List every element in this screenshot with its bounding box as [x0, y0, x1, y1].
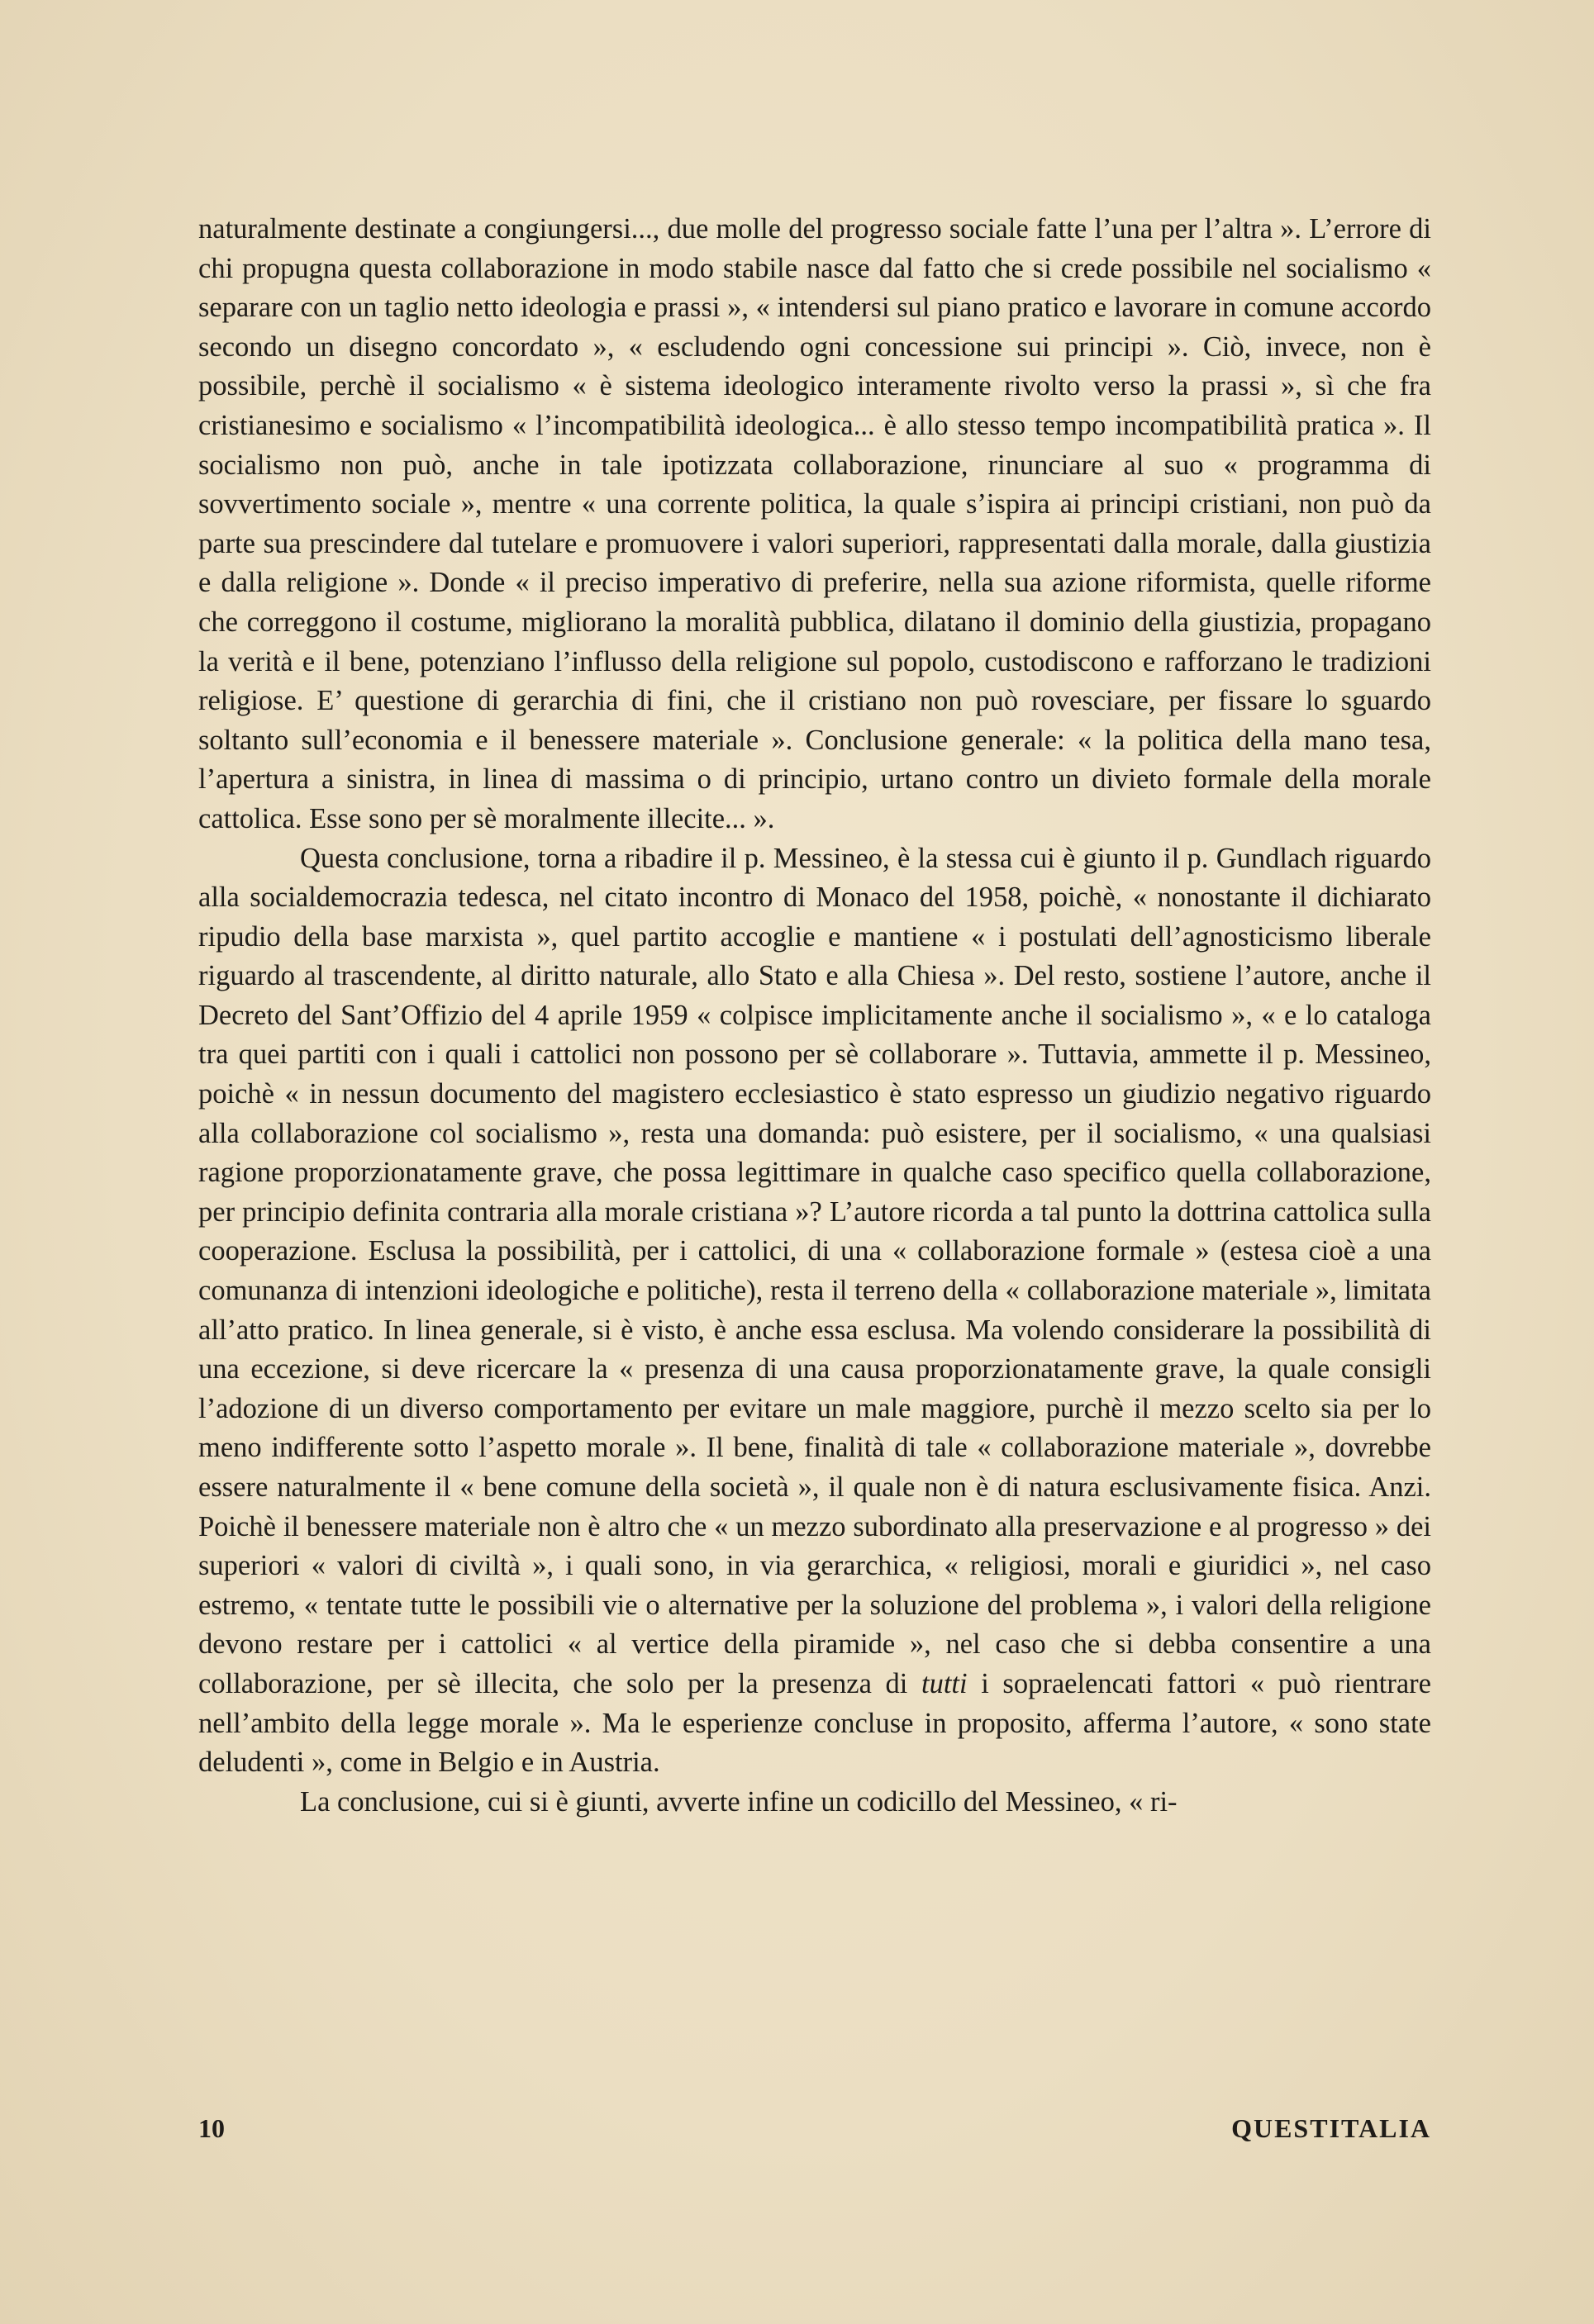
paragraph-2 — [198, 839, 1431, 1783]
text-segment: Questa conclusione, torna a ribadire il p. Messineo, è la stessa cui è giunto il p. Gundlach riguardo alla socialdemocrazia tedesca, nel citato incontro di Monaco del 1958, poichè, « nonostante il dichiarato ripudio della base marxista », quel partito accoglie e mantiene « i postulati dell’agnosticismo liberale riguardo al trascendente, al diritto naturale, allo Stato e alla Chiesa ». Del resto, sostiene l’autore, anche il Decreto del Sant’Offizio del 4 aprile 1959 « colpisce implicitamente anche il socialismo », « e lo cataloga tra quei partiti con i quali i cattolici non possono per sè collaborare ». Tuttavia, ammette il p. Messineo, poichè « in nessun documento del magistero ecclesiastico è stato espresso un giudizio negativo riguardo alla collaborazione col socialismo », resta una domanda: può esistere, per il socialismo, « una qualsiasi ragione proporzionatamente grave, che possa legittimare in qualche caso specifico quella collaborazione, per principio definita contraria alla morale cristiana »? L’autore ricorda a tal punto la dottrina cattolica sulla cooperazione. Esclusa la possibilità, per i cattolici, di una « collaborazione formale » (estesa cioè a una comunanza di intenzioni ideologiche e politiche), resta il terreno della « collaborazione materiale », limitata all’atto pratico. In linea generale, si è visto, è anche essa esclusa. Ma volendo considerare la possibilità di una eccezione, si deve ricercare la « presenza di una causa proporzionatamente grave, la quale consigli l’adozione di un diverso comportamento per evitare un male maggiore, purchè il mezzo scelto sia per lo meno indifferente sotto l’aspetto morale ». Il bene, finalità di tale « collaborazione materiale », dovrebbe essere naturalmente il « bene comune della società », il quale non è di natura esclusivamente fisica. Anzi. Poichè il benessere materiale non è altro che « un mezzo subordinato alla preservazione e al progresso » dei superiori « valori di civiltà », i quali sono, in via gerarchica, « religiosi, morali e giuridici », nel caso estremo, « tentate tutte le possibili vie o alternative per la soluzione del problema », i valori della religione devono restare per i cattolici « al vertice della piramide », nel caso che si debba consentire a una collaborazione, per sè illecita, che solo per la presenza di — [198, 842, 1431, 1699]
journal-name: QUESTITALIA — [1231, 2113, 1431, 2143]
article-body — [198, 210, 1431, 1822]
paragraph-3 — [198, 1783, 1431, 1823]
text-segment: i sopraelencati fattori « può rientrare nell’ambito della legge morale ». Ma le esperienze concluse in proposito, afferma l’autore, « sono state deludenti », come in Belgio e in Austria. — [198, 1667, 1431, 1779]
page-number: 10 — [198, 2113, 225, 2143]
paragraph-1 — [198, 210, 1431, 839]
page-footer — [198, 2113, 1431, 2155]
text-segment: naturalmente destinate a congiungersi..., due molle del progresso sociale fatte l’una per l’altra ». L’errore di chi propugna questa collaborazione in modo stabile nasce dal fatto che si crede possibile nel socialismo « separare con un taglio netto ideologia e prassi », « intendersi sul piano pratico e lavorare in comune accordo secondo un disegno concordato », « escludendo ogni concessione sui principi ». Ciò, invece, non è possibile, perchè il socialismo « è sistema ideologico interamente rivolto verso la prassi », sì che fra cristianesimo e socialismo « l’incompatibilità ideologica... è allo stesso tempo incompatibilità pratica ». Il socialismo non può, anche in tale ipotizzata collaborazione, rinunciare al suo « programma di sovvertimento sociale », mentre « una corrente politica, la quale s’ispira ai principi cristiani, non può da parte sua prescindere dal tutelare e promuovere i valori superiori, rappresentati dalla morale, dalla giustizia e dalla religione ». Donde « il preciso imperativo di preferire, nella sua azione riformista, quelle riforme che correggono il costume, migliorano la moralità pubblica, dilatano il dominio della giustizia, propagano la verità e il bene, potenziano l’influsso della religione sul popolo, custodiscono e rafforzano le tradizioni religiose. E’ questione di gerarchia di fini, che il cristiano non può rovesciare, per fissare lo sguardo soltanto sull’economia e il benessere materiale ». Conclusione generale: « la politica della mano tesa, l’apertura a sinistra, in linea di massima o di principio, urtano contro un divieto formale della morale cattolica. Esse sono per sè moralmente illecite... ». — [198, 213, 1431, 834]
text-segment: La conclusione, cui si è giunti, avverte infine un codicillo del Messineo, « ri- — [300, 1785, 1178, 1818]
italic-text-segment: tutti — [921, 1667, 968, 1699]
